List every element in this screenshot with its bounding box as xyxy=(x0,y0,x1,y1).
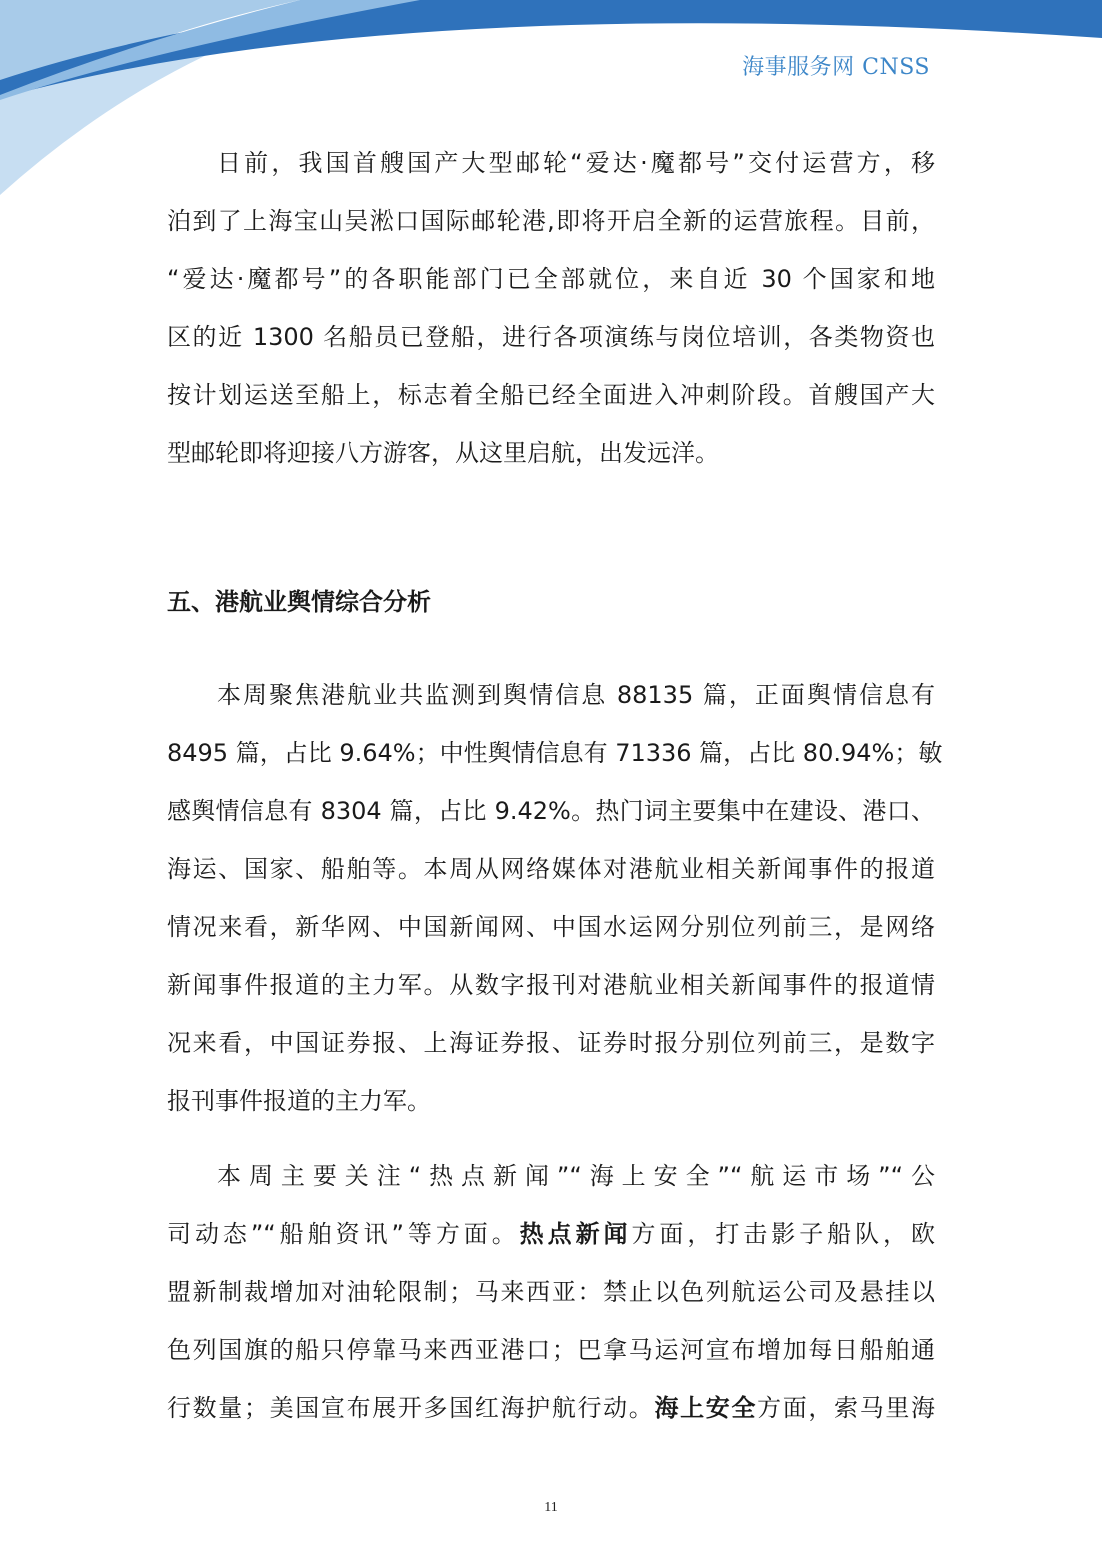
text-line: 新闻事件报道的主力军。从数字报刊对港航业相关新闻事件的报道情 xyxy=(167,971,935,999)
text-segment: 司动态”“船舶资讯”等方面。 xyxy=(167,1220,520,1248)
page-number: 11 xyxy=(544,1500,558,1515)
section-heading: 五、港航业舆情综合分析 xyxy=(167,588,431,616)
text-line: 报刊事件报道的主力军。 xyxy=(167,1087,431,1115)
text-segment: 方面，索马里海 xyxy=(757,1394,936,1422)
text-segment: 行数量；美国宣布展开多国红海护航行动。 xyxy=(167,1394,655,1422)
text-line: 盟新制裁增加对油轮限制；马来西亚：禁止以色列航运公司及悬挂以 xyxy=(167,1278,935,1306)
text-line: 况来看，中国证券报、上海证券报、证券时报分别位列前三，是数字 xyxy=(167,1029,935,1057)
text-line: 海运、国家、船舶等。本周从网络媒体对港航业相关新闻事件的报道 xyxy=(167,855,935,883)
bold-topic-hot-news: 热点新闻 xyxy=(519,1220,632,1248)
text-line: 本周主要关注“热点新闻”“海上安全”“航运市场”“公 xyxy=(217,1162,935,1190)
paragraph-weekly-focus xyxy=(167,1147,935,1437)
text-line xyxy=(167,1379,935,1437)
text-line: 日前，我国首艘国产大型邮轮“爱达·魔都号”交付运营方，移 xyxy=(217,149,935,177)
text-line: 型邮轮即将迎接八方游客，从这里启航，出发远洋。 xyxy=(167,439,719,467)
text-line: 情况来看，新华网、中国新闻网、中国水运网分别位列前三，是网络 xyxy=(167,913,935,941)
text-line: “爱达·魔都号”的各职能部门已全部就位，来自近 30 个国家和地 xyxy=(167,265,935,293)
paragraph-sentiment-summary xyxy=(167,666,943,1130)
text-line: 泊到了上海宝山吴淞口国际邮轮港,即将开启全新的运营旅程。目前， xyxy=(167,207,935,235)
text-line: 本周聚焦港航业共监测到舆情信息 88135 篇，正面舆情信息有 xyxy=(217,681,935,709)
brand-logo-text: 海事服务网 CNSS xyxy=(742,55,930,80)
text-line: 区的近 1300 名船员已登船，进行各项演练与岗位培训，各类物资也 xyxy=(167,323,935,351)
text-line: 感舆情信息有 8304 篇，占比 9.42%。热门词主要集中在建设、港口、 xyxy=(167,797,935,825)
text-line xyxy=(167,1205,935,1263)
text-line: 8495 篇，占比 9.64%；中性舆情信息有 71336 篇，占比 80.94%；敏 xyxy=(167,739,943,767)
paragraph-cruise-news xyxy=(167,134,935,482)
text-line: 色列国旗的船只停靠马来西亚港口；巴拿马运河宣布增加每日船舶通 xyxy=(167,1336,935,1364)
text-line: 按计划运送至船上，标志着全船已经全面进入冲刺阶段。首艘国产大 xyxy=(167,381,935,409)
bold-topic-maritime-safety: 海上安全 xyxy=(654,1394,758,1422)
text-segment: 方面，打击影子船队，欧 xyxy=(631,1220,935,1248)
